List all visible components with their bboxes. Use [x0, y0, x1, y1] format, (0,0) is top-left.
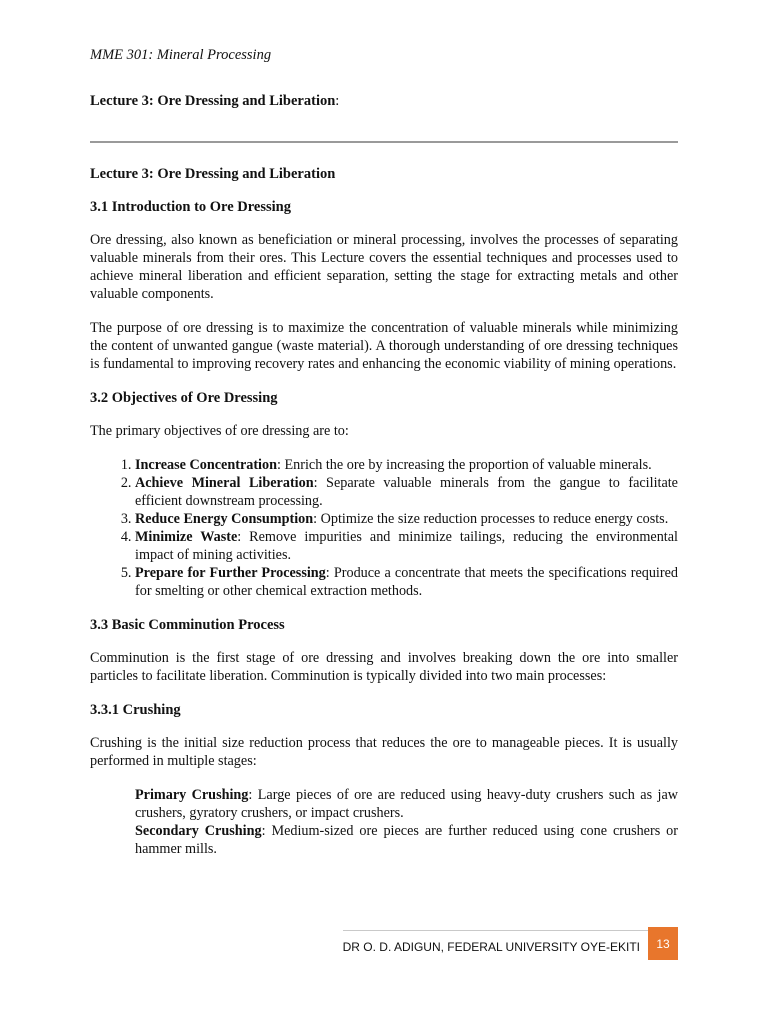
lecture-heading-suffix: :	[335, 93, 340, 109]
crushing-term: Secondary Crushing	[135, 823, 262, 839]
page-footer	[90, 927, 678, 960]
objective-term: Achieve Mineral Liberation	[135, 475, 314, 491]
objective-text: : Optimize the size reduction processes to reduce energy costs.	[313, 511, 669, 527]
list-item	[135, 510, 678, 528]
section-3-1-heading: 3.1 Introduction to Ore Dressing	[90, 199, 291, 215]
lecture-heading	[90, 92, 339, 110]
list-item	[135, 564, 678, 600]
section-3-1-paragraph-1: Ore dressing, also known as beneficiation or mineral processing, involves the processes of separating valuable minerals from their ores. This Lecture covers the essential techniques and processes used to achieve mineral liberation and efficient separation, setting the stage for extracting metals and other valuable components.	[90, 232, 678, 302]
objective-term: Minimize Waste	[135, 529, 238, 545]
objective-term: Increase Concentration	[135, 457, 277, 473]
section-title: Lecture 3: Ore Dressing and Liberation	[90, 166, 336, 182]
list-item	[135, 474, 678, 510]
objective-term: Reduce Energy Consumption	[135, 511, 314, 527]
section-3-3-1-heading: 3.3.1 Crushing	[90, 702, 181, 718]
section-3-3-heading: 3.3 Basic Comminution Process	[90, 617, 285, 633]
crushing-text: : Medium-sized ore pieces are further reduced using cone crushers or hammer mills.	[135, 823, 678, 857]
crushing-text: : Large pieces of ore are reduced using heavy-duty crushers such as jaw crushers, gyratory crushers, or impact crushers.	[135, 787, 678, 821]
crushing-item	[135, 822, 678, 858]
main-content	[90, 165, 678, 858]
footer-author: DR O. D. ADIGUN, FEDERAL UNIVERSITY OYE-EKITI	[343, 930, 648, 957]
section-3-3-1-paragraph: Crushing is the initial size reduction process that reduces the ore to manageable pieces. It is usually performed in multiple stages:	[90, 735, 678, 769]
crushing-item	[135, 786, 678, 822]
horizontal-rule	[90, 141, 678, 143]
crushing-term: Primary Crushing	[135, 787, 249, 803]
lecture-heading-text: Lecture 3: Ore Dressing and Liberation	[90, 93, 336, 109]
section-3-1-paragraph-2: The purpose of ore dressing is to maximize the concentration of valuable minerals while minimizing the content of unwanted gangue (waste material). A thorough understanding of ore dressing techniques is fundamental to improving recovery rates and enhancing the economic viability of mining operations.	[90, 320, 678, 372]
section-3-3-paragraph: Comminution is the first stage of ore dressing and involves breaking down the ore into smaller particles to facilitate liberation. Comminution is typically divided into two main processes:	[90, 650, 678, 684]
section-3-2-intro: The primary objectives of ore dressing are to:	[90, 423, 349, 439]
objective-text: : Produce a concentrate that meets the specifications required for smelting or other chemical extraction methods.	[135, 565, 678, 599]
objective-text: : Enrich the ore by increasing the proportion of valuable minerals.	[277, 457, 652, 473]
page-number-badge: 13	[648, 927, 678, 960]
list-item	[135, 456, 678, 474]
list-item	[135, 528, 678, 564]
objective-term: Prepare for Further Processing	[135, 565, 326, 581]
objective-text: : Remove impurities and minimize tailings, reducing the environmental impact of mining activities.	[135, 529, 678, 563]
section-3-2-heading: 3.2 Objectives of Ore Dressing	[90, 390, 278, 406]
objective-text: : Separate valuable minerals from the gangue to facilitate efficient downstream processing.	[135, 475, 678, 509]
objectives-list	[90, 456, 678, 600]
running-header: MME 301: Mineral Processing	[90, 47, 272, 63]
